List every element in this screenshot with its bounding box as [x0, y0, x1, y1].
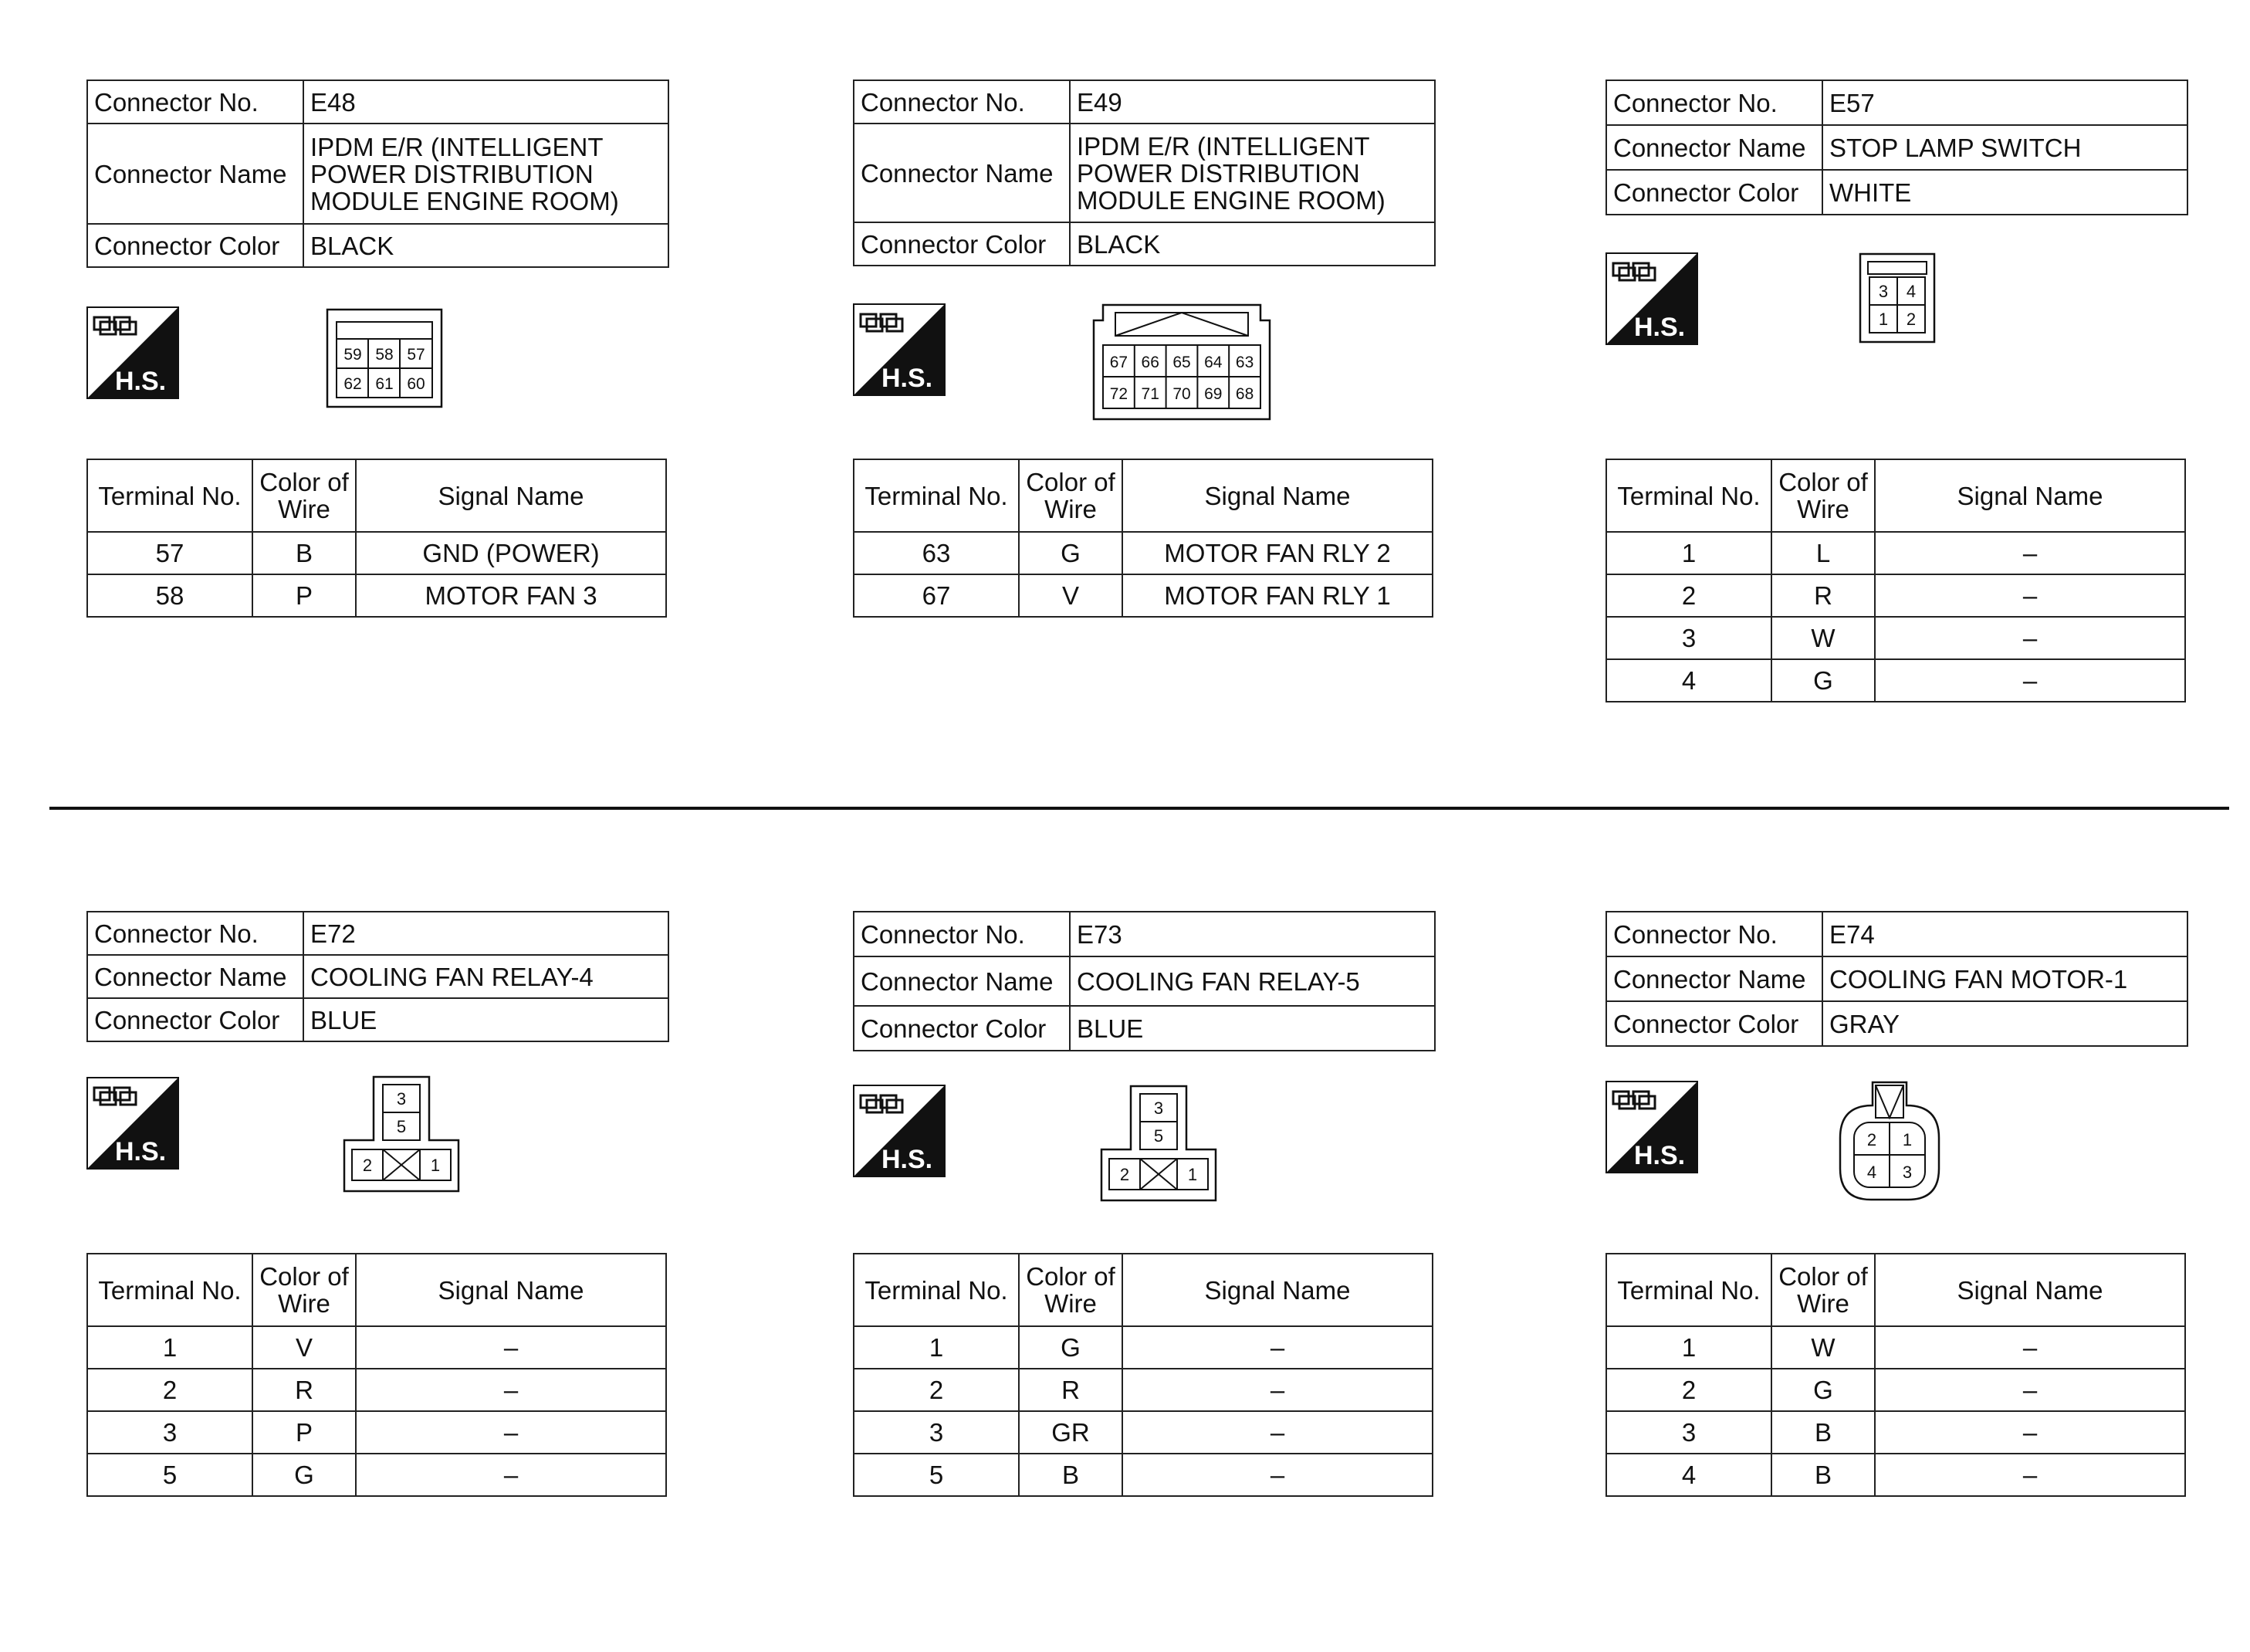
- connector-no-value: E72: [303, 912, 668, 955]
- signal-name-cell: –: [356, 1454, 666, 1496]
- wire-color-cell: G: [252, 1454, 356, 1496]
- terminal-no-cell: 5: [854, 1454, 1019, 1496]
- terminal-table: [86, 1253, 667, 1497]
- terminal-table: [86, 459, 667, 618]
- wire-color-header: Color of Wire: [1771, 1254, 1875, 1326]
- terminal-no-header: Terminal No.: [854, 459, 1019, 532]
- hs-badge-label: H.S.: [114, 1137, 167, 1166]
- connector-name-value: STOP LAMP SWITCH: [1822, 125, 2187, 170]
- connector-face-diagram: [1100, 1085, 1217, 1202]
- hs-badge-label: H.S.: [1633, 313, 1686, 342]
- terminal-no-cell: 4: [1606, 659, 1771, 702]
- pin-label: 4: [1866, 1163, 1877, 1182]
- terminal-no-cell: 57: [87, 532, 252, 574]
- connector-no-value: E57: [1822, 80, 2187, 125]
- signal-name-cell: MOTOR FAN 3: [356, 574, 666, 617]
- hs-badge-label: H.S.: [1633, 1141, 1686, 1170]
- wire-color-header: Color of Wire: [1771, 459, 1875, 532]
- terminal-no-cell: 1: [854, 1326, 1019, 1369]
- wire-color-cell: R: [1771, 574, 1875, 617]
- signal-name-cell: –: [1875, 1454, 2185, 1496]
- wire-color-cell: W: [1771, 1326, 1875, 1369]
- wire-color-cell: R: [1019, 1369, 1122, 1411]
- connector-color-value: GRAY: [1822, 1001, 2187, 1046]
- terminal-no-cell: 2: [854, 1369, 1019, 1411]
- connector-face-diagram: [1837, 1079, 1942, 1203]
- signal-name-cell: MOTOR FAN RLY 2: [1122, 532, 1433, 574]
- connector-face-diagram: [343, 1075, 460, 1193]
- connector-name-label: Connector Name: [1606, 956, 1822, 1001]
- wire-color-cell: B: [252, 532, 356, 574]
- signal-name-header: Signal Name: [1122, 459, 1433, 532]
- terminal-no-header: Terminal No.: [854, 1254, 1019, 1326]
- pin-label: 60: [407, 375, 425, 393]
- wire-color-header: Color of Wire: [1019, 1254, 1122, 1326]
- table-row: [1606, 532, 2185, 574]
- terminal-no-header: Terminal No.: [87, 459, 252, 532]
- hs-badge-label: H.S.: [114, 367, 167, 396]
- connector-color-value: BLUE: [1070, 1006, 1435, 1051]
- connector-name-label: Connector Name: [87, 124, 303, 224]
- signal-name-cell: –: [1875, 532, 2185, 574]
- signal-name-cell: –: [1122, 1454, 1433, 1496]
- wire-color-header: Color of Wire: [1019, 459, 1122, 532]
- table-row: [87, 1411, 666, 1454]
- pin-label: 1: [1187, 1165, 1198, 1184]
- wire-color-cell: B: [1019, 1454, 1122, 1496]
- connector-info-table: [853, 911, 1436, 1051]
- pin-label: 2: [1906, 310, 1917, 329]
- wire-color-cell: B: [1771, 1454, 1875, 1496]
- wire-color-cell: V: [252, 1326, 356, 1369]
- terminal-no-cell: 58: [87, 574, 252, 617]
- table-row: [1606, 1369, 2185, 1411]
- signal-name-cell: MOTOR FAN RLY 1: [1122, 574, 1433, 617]
- pin-label: 58: [375, 346, 394, 364]
- pin-label: 69: [1204, 385, 1223, 403]
- connector-face-diagram: [1092, 303, 1271, 421]
- table-row: [1606, 574, 2185, 617]
- pin-label: 4: [1906, 282, 1917, 301]
- table-row: [854, 1369, 1433, 1411]
- signal-name-cell: –: [1875, 617, 2185, 659]
- table-row: [1606, 617, 2185, 659]
- pin-label: 68: [1235, 385, 1254, 403]
- wire-color-cell: V: [1019, 574, 1122, 617]
- signal-name-header: Signal Name: [1875, 459, 2185, 532]
- signal-name-cell: –: [1875, 1411, 2185, 1454]
- pin-label: 70: [1172, 385, 1191, 403]
- connector-name-value: COOLING FAN RELAY-5: [1070, 956, 1435, 1006]
- connector-no-label: Connector No.: [87, 80, 303, 124]
- pin-label: 62: [343, 375, 362, 393]
- pin-label: 3: [396, 1089, 407, 1109]
- terminal-no-cell: 1: [1606, 1326, 1771, 1369]
- connector-block-e74: [1605, 911, 2192, 1652]
- connector-name-value: COOLING FAN MOTOR-1: [1822, 956, 2187, 1001]
- terminal-table: [1605, 459, 2186, 702]
- harness-side-icon: [853, 1085, 946, 1177]
- connector-no-value: E48: [303, 80, 668, 124]
- terminal-no-header: Terminal No.: [1606, 459, 1771, 532]
- table-row: [1606, 659, 2185, 702]
- connector-block-e73: [853, 911, 1440, 1652]
- connector-name-label: Connector Name: [87, 955, 303, 998]
- signal-name-cell: –: [1875, 1369, 2185, 1411]
- table-row: [1606, 1411, 2185, 1454]
- signal-name-header: Signal Name: [356, 459, 666, 532]
- signal-name-cell: –: [1875, 574, 2185, 617]
- connector-name-value: IPDM E/R (INTELLIGENT POWER DISTRIBUTION MODULE ENGINE ROOM): [1070, 124, 1435, 222]
- harness-side-icon: [86, 1077, 179, 1170]
- signal-name-cell: –: [356, 1411, 666, 1454]
- connector-color-label: Connector Color: [854, 1006, 1070, 1051]
- connector-color-label: Connector Color: [1606, 170, 1822, 215]
- wire-color-cell: G: [1771, 659, 1875, 702]
- table-row: [854, 1454, 1433, 1496]
- terminal-no-cell: 3: [1606, 617, 1771, 659]
- wire-color-header: Color of Wire: [252, 1254, 356, 1326]
- terminal-no-cell: 3: [854, 1411, 1019, 1454]
- pin-label: 66: [1141, 354, 1159, 371]
- wire-color-cell: G: [1019, 1326, 1122, 1369]
- table-row: [854, 1326, 1433, 1369]
- connector-block-e48: [86, 80, 673, 821]
- connector-block-e49: [853, 80, 1440, 821]
- terminal-no-cell: 3: [87, 1411, 252, 1454]
- harness-side-icon: [853, 303, 946, 396]
- terminal-no-cell: 3: [1606, 1411, 1771, 1454]
- connector-color-value: WHITE: [1822, 170, 2187, 215]
- signal-name-cell: –: [356, 1326, 666, 1369]
- pin-label: 5: [1153, 1126, 1164, 1146]
- terminal-no-cell: 5: [87, 1454, 252, 1496]
- table-row: [87, 574, 666, 617]
- pin-label: 67: [1109, 354, 1128, 371]
- signal-name-header: Signal Name: [1875, 1254, 2185, 1326]
- terminal-no-cell: 2: [1606, 1369, 1771, 1411]
- wire-color-cell: R: [252, 1369, 356, 1411]
- terminal-no-cell: 2: [1606, 574, 1771, 617]
- pin-label: 2: [1866, 1130, 1877, 1149]
- pin-label: 57: [407, 346, 425, 364]
- connector-no-label: Connector No.: [854, 912, 1070, 956]
- table-row: [1606, 1326, 2185, 1369]
- connector-block-e72: [86, 911, 673, 1652]
- pin-label: 3: [1153, 1099, 1164, 1118]
- signal-name-header: Signal Name: [1122, 1254, 1433, 1326]
- connector-no-label: Connector No.: [87, 912, 303, 955]
- pin-label: 2: [362, 1156, 373, 1175]
- connector-color-label: Connector Color: [854, 222, 1070, 266]
- terminal-no-cell: 67: [854, 574, 1019, 617]
- connector-name-value: COOLING FAN RELAY-4: [303, 955, 668, 998]
- harness-side-icon: [1605, 1081, 1698, 1173]
- pin-label: 1: [1878, 310, 1889, 329]
- connector-info-table: [86, 911, 669, 1042]
- table-row: [854, 574, 1433, 617]
- connector-info-table: [853, 80, 1436, 266]
- table-row: [1606, 1454, 2185, 1496]
- pin-label: 71: [1141, 385, 1159, 403]
- wire-color-header: Color of Wire: [252, 459, 356, 532]
- connector-name-value: IPDM E/R (INTELLIGENT POWER DISTRIBUTION MODULE ENGINE ROOM): [303, 124, 668, 224]
- terminal-no-cell: 4: [1606, 1454, 1771, 1496]
- connector-color-label: Connector Color: [87, 224, 303, 267]
- connector-info-table: [1605, 911, 2188, 1047]
- connector-no-value: E49: [1070, 80, 1435, 124]
- connector-no-label: Connector No.: [1606, 912, 1822, 956]
- pin-label: 1: [430, 1156, 441, 1175]
- terminal-table: [1605, 1253, 2186, 1497]
- table-row: [87, 532, 666, 574]
- signal-name-cell: –: [1122, 1369, 1433, 1411]
- connector-face-diagram: [326, 308, 443, 408]
- signal-name-cell: –: [1875, 1326, 2185, 1369]
- wire-color-cell: B: [1771, 1411, 1875, 1454]
- hs-badge-label: H.S.: [881, 364, 933, 393]
- signal-name-cell: –: [1122, 1326, 1433, 1369]
- wire-color-cell: P: [252, 574, 356, 617]
- connector-color-value: BLUE: [303, 998, 668, 1041]
- signal-name-cell: –: [1122, 1411, 1433, 1454]
- pin-label: 61: [375, 375, 394, 393]
- connector-color-value: BLACK: [1070, 222, 1435, 266]
- connector-block-e57: [1605, 80, 2192, 821]
- hs-badge-label: H.S.: [881, 1145, 933, 1174]
- pin-label: 2: [1119, 1165, 1130, 1184]
- connector-no-value: E73: [1070, 912, 1435, 956]
- connector-no-value: E74: [1822, 912, 2187, 956]
- table-row: [854, 1411, 1433, 1454]
- pin-label: 65: [1172, 354, 1191, 371]
- signal-name-cell: GND (POWER): [356, 532, 666, 574]
- pin-label: 3: [1902, 1163, 1913, 1182]
- pin-label: 63: [1235, 354, 1254, 371]
- table-row: [87, 1454, 666, 1496]
- connector-color-label: Connector Color: [1606, 1001, 1822, 1046]
- connector-name-label: Connector Name: [854, 956, 1070, 1006]
- table-row: [87, 1326, 666, 1369]
- signal-name-cell: –: [356, 1369, 666, 1411]
- connector-name-label: Connector Name: [1606, 125, 1822, 170]
- connector-no-label: Connector No.: [854, 80, 1070, 124]
- pin-label: 72: [1109, 385, 1128, 403]
- wire-color-cell: P: [252, 1411, 356, 1454]
- wire-color-cell: L: [1771, 532, 1875, 574]
- wire-color-cell: G: [1019, 532, 1122, 574]
- connector-color-label: Connector Color: [87, 998, 303, 1041]
- connector-info-table: [1605, 80, 2188, 215]
- wire-color-cell: GR: [1019, 1411, 1122, 1454]
- terminal-table: [853, 459, 1433, 618]
- connector-color-value: BLACK: [303, 224, 668, 267]
- signal-name-cell: –: [1875, 659, 2185, 702]
- connector-face-diagram: [1859, 252, 1936, 344]
- pin-label: 5: [396, 1117, 407, 1136]
- pin-label: 3: [1878, 282, 1889, 301]
- table-row: [87, 1369, 666, 1411]
- pin-label: 64: [1204, 354, 1223, 371]
- wire-color-cell: W: [1771, 617, 1875, 659]
- terminal-table: [853, 1253, 1433, 1497]
- wire-color-cell: G: [1771, 1369, 1875, 1411]
- terminal-no-cell: 63: [854, 532, 1019, 574]
- connector-info-table: [86, 80, 669, 268]
- pin-label: 1: [1902, 1130, 1913, 1149]
- terminal-no-header: Terminal No.: [87, 1254, 252, 1326]
- connector-name-label: Connector Name: [854, 124, 1070, 222]
- terminal-no-header: Terminal No.: [1606, 1254, 1771, 1326]
- harness-side-icon: [86, 306, 179, 399]
- connector-no-label: Connector No.: [1606, 80, 1822, 125]
- pin-label: 59: [343, 346, 362, 364]
- signal-name-header: Signal Name: [356, 1254, 666, 1326]
- table-row: [854, 532, 1433, 574]
- harness-side-icon: [1605, 252, 1698, 345]
- terminal-no-cell: 2: [87, 1369, 252, 1411]
- terminal-no-cell: 1: [1606, 532, 1771, 574]
- terminal-no-cell: 1: [87, 1326, 252, 1369]
